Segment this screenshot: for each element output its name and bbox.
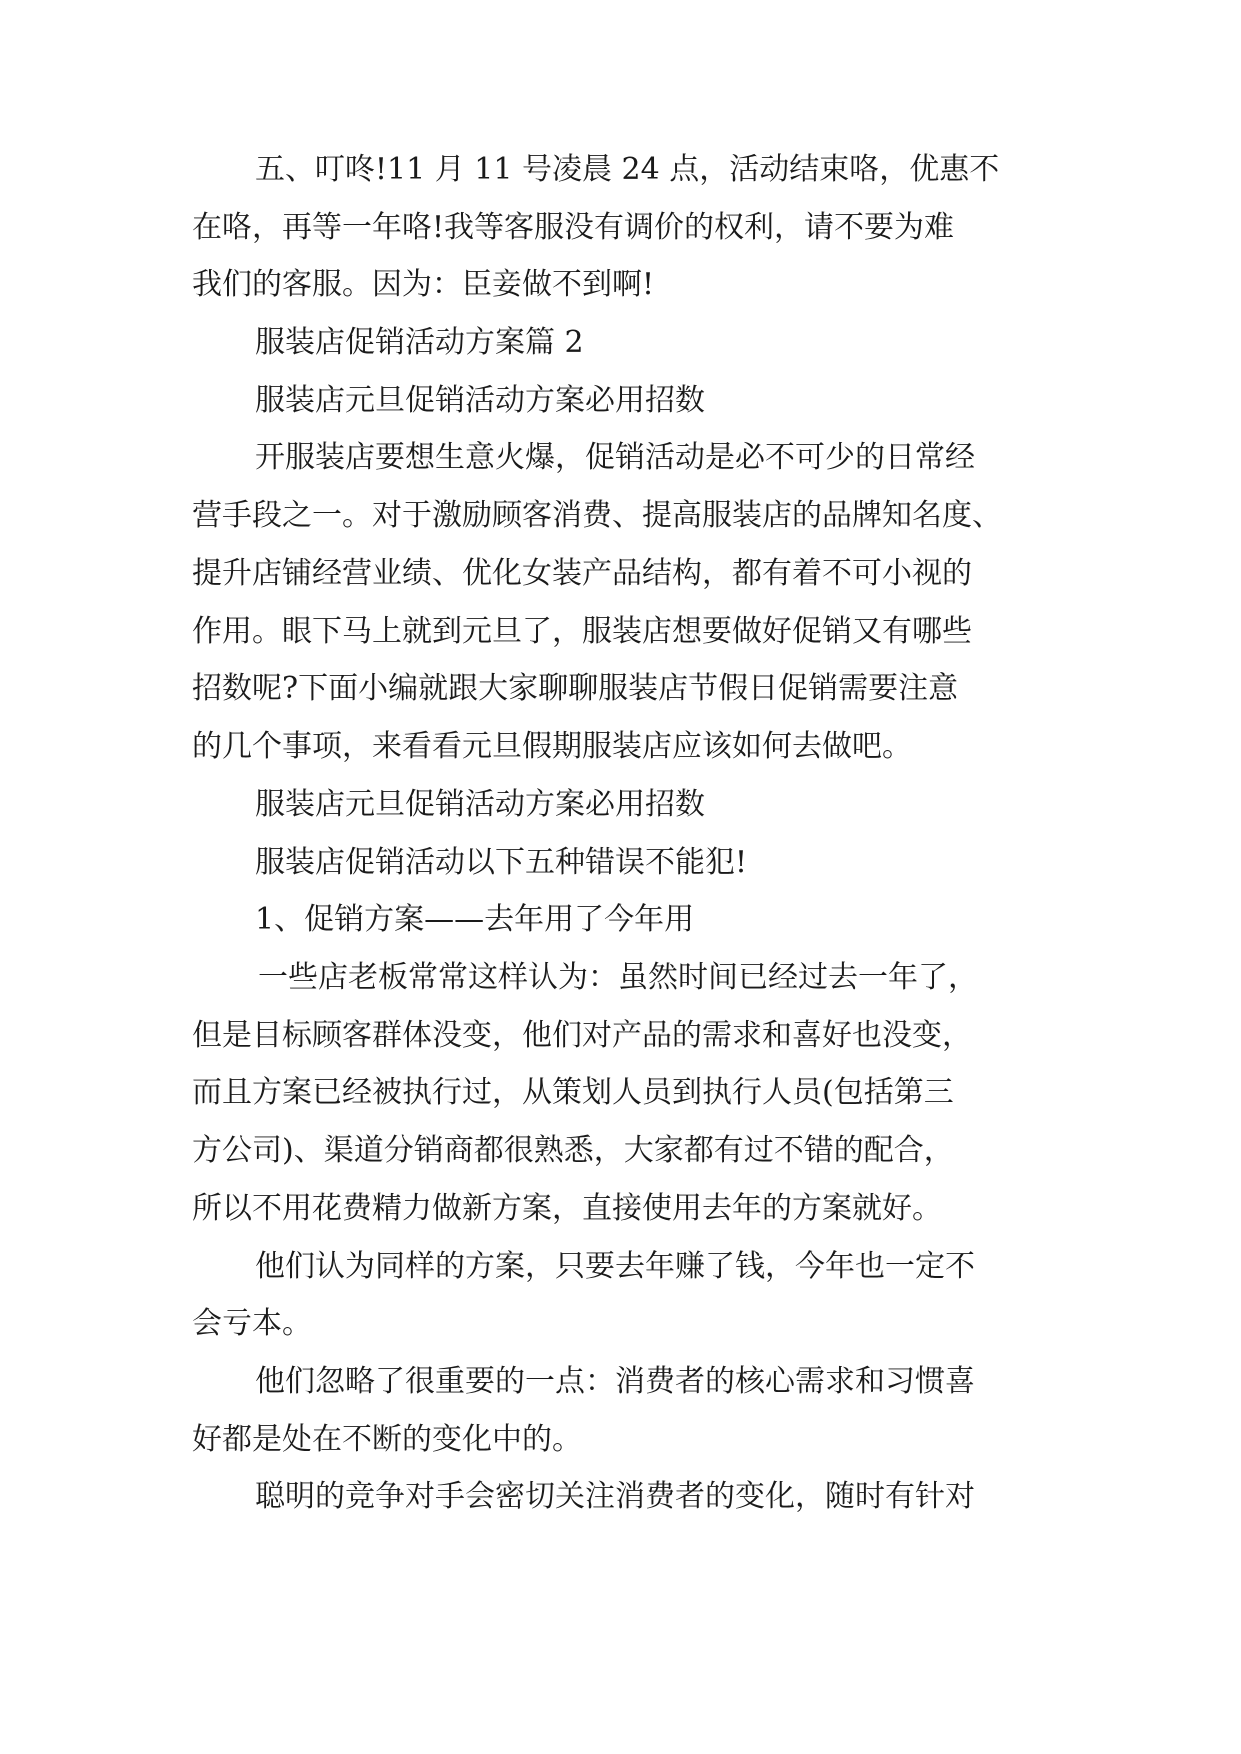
paragraph-line: 但是目标顾客群体没变，他们对产品的需求和喜好也没变，: [192, 1018, 972, 1053]
paragraph-line: 在咯，再等一年咯!我等客服没有调价的权利，请不要为难: [192, 210, 955, 245]
paragraph-line: 方公司)、渠道分销商都很熟悉，大家都有过不错的配合，: [192, 1133, 954, 1168]
paragraph-line: 作用。眼下马上就到元旦了，服装店想要做好促销又有哪些: [192, 614, 972, 649]
paragraph-line: 一些店老板常常这样认为：虽然时间已经过去一年了，: [258, 960, 978, 995]
paragraph-line: 聪明的竞争对手会密切关注消费者的变化，随时有针对: [255, 1479, 975, 1514]
paragraph-line: 而且方案已经被执行过，从策划人员到执行人员(包括第三: [192, 1075, 954, 1110]
paragraph-line: 的几个事项，来看看元旦假期服装店应该如何去做吧。: [192, 729, 912, 764]
section-heading: 服装店元旦促销活动方案必用招数: [255, 383, 705, 418]
paragraph-line: 招数呢?下面小编就跟大家聊聊服装店节假日促销需要注意: [192, 671, 959, 706]
list-item-heading: 1、促销方案——去年用了今年用: [255, 902, 695, 937]
paragraph-line: 他们忽略了很重要的一点：消费者的核心需求和习惯喜: [255, 1364, 975, 1399]
section-heading: 服装店元旦促销活动方案必用招数: [255, 787, 705, 822]
paragraph-line: 五、叮咚!11 月 11 号凌晨 24 点，活动结束咯，优惠不: [255, 152, 1000, 187]
paragraph-line: 开服装店要想生意火爆，促销活动是必不可少的日常经: [255, 440, 975, 475]
paragraph-line: 好都是处在不断的变化中的。: [192, 1422, 582, 1457]
paragraph-line: 营手段之一。对于激励顾客消费、提高服装店的品牌知名度、: [192, 498, 1002, 533]
paragraph-line: 提升店铺经营业绩、优化女装产品结构，都有着不可小视的: [192, 556, 972, 591]
paragraph-line: 会亏本。: [192, 1306, 312, 1341]
section-heading: 服装店促销活动以下五种错误不能犯!: [255, 845, 748, 880]
section-heading: 服装店促销活动方案篇 2: [255, 325, 584, 360]
paragraph-line: 我们的客服。因为：臣妾做不到啊!: [192, 267, 655, 302]
paragraph-line: 所以不用花费精力做新方案，直接使用去年的方案就好。: [192, 1191, 942, 1226]
paragraph-line: 他们认为同样的方案，只要去年赚了钱，今年也一定不: [255, 1249, 975, 1284]
